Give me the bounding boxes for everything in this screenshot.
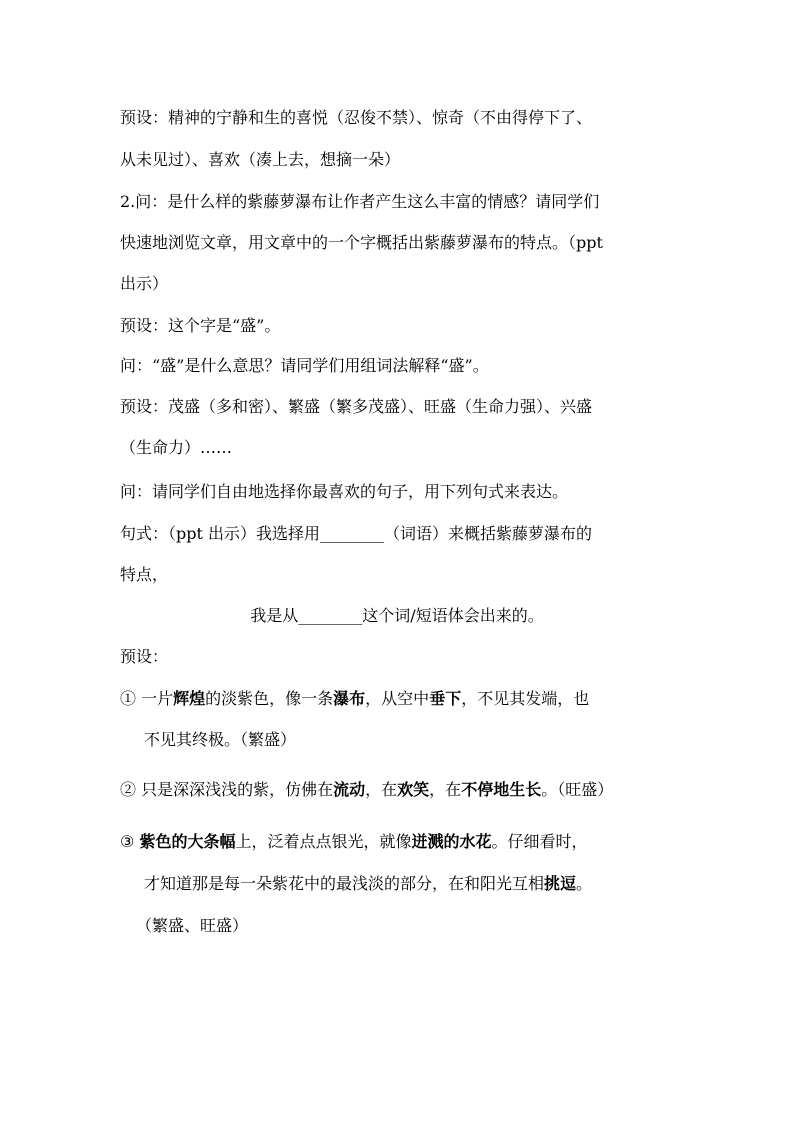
item-text: 。	[576, 874, 593, 893]
item-emphasis: 辉煌	[173, 689, 206, 708]
item-number: ③	[120, 832, 135, 851]
item-text: 才知道那是每一朵紫花中的最浅淡的部分，在和阳光互相	[144, 874, 545, 893]
list-item	[120, 689, 589, 709]
item-emphasis: 紫色的大条幅	[139, 832, 236, 851]
paragraph-line: 问：“盛”是什么意思？请同学们用组词法解释“盛”。	[120, 356, 489, 375]
paragraph-line: 句式：（ppt 出示）我选择用________（词语）来概括紫藤萝瀑布的	[120, 524, 593, 543]
item-text: 上，泛着点点银光，就像	[235, 832, 412, 851]
paragraph-line: 预设：这个字是“盛”。	[120, 316, 281, 335]
paragraph-line: 快速地浏览文章，用文章中的一个字概括出紫藤萝瀑布的特点。（ppt	[120, 233, 603, 252]
item-emphasis: 挑逗	[544, 874, 577, 893]
item-text: ，在	[429, 780, 462, 799]
list-item	[120, 780, 613, 800]
item-text: ，从空中	[365, 689, 430, 708]
list-item-continuation	[144, 874, 592, 894]
item-text: ，在	[365, 780, 398, 799]
item-text: 只是深深浅浅的紫，仿佛在	[141, 780, 334, 799]
item-number: ①	[120, 689, 137, 708]
paragraph-line: 出示）	[120, 274, 169, 293]
item-text: 的淡紫色，像一条	[205, 689, 334, 708]
paragraph-line: 问：请同学们自由地选择你最喜欢的句子，用下列句式来表达。	[120, 482, 569, 501]
list-item-continuation: 不见其终极。（繁盛）	[144, 730, 297, 749]
paragraph-line: 预设：茂盛（多和密）、繁盛（繁多茂盛）、旺盛（生命力强）、兴盛	[120, 397, 593, 416]
list-item	[120, 832, 588, 852]
list-item-continuation: （繁盛、旺盛）	[136, 916, 249, 935]
paragraph-line: （生命力）……	[120, 438, 233, 457]
item-emphasis: 垂下	[429, 689, 462, 708]
item-text: 。（旺盛）	[541, 780, 614, 799]
paragraph-line: 从未见过）、喜欢（凑上去，想摘一朵）	[120, 150, 401, 169]
item-emphasis: 欢笑	[397, 780, 430, 799]
item-text: 。仔细看时，	[491, 832, 588, 851]
item-emphasis: 流动	[333, 780, 366, 799]
item-emphasis: 瀑布	[333, 689, 366, 708]
paragraph-line: 2.问：是什么样的紫藤萝瀑布让作者产生这么丰富的情感？请同学们	[120, 192, 600, 211]
paragraph-line: 预设：精神的宁静和生的喜悦（忍俊不禁）、惊奇（不由得停下了、	[120, 108, 593, 127]
paragraph-line: 特点，	[120, 565, 169, 584]
item-emphasis: 迸溅的水花	[411, 832, 492, 851]
item-text: ，不见其发端，也	[461, 689, 590, 708]
item-text: 一片	[141, 689, 174, 708]
item-number: ②	[120, 780, 137, 799]
paragraph-line: 预设：	[120, 647, 169, 666]
paragraph-line-centered: 我是从________这个词/短语体会出来的。	[250, 606, 544, 625]
item-emphasis: 不停地生长	[461, 780, 542, 799]
